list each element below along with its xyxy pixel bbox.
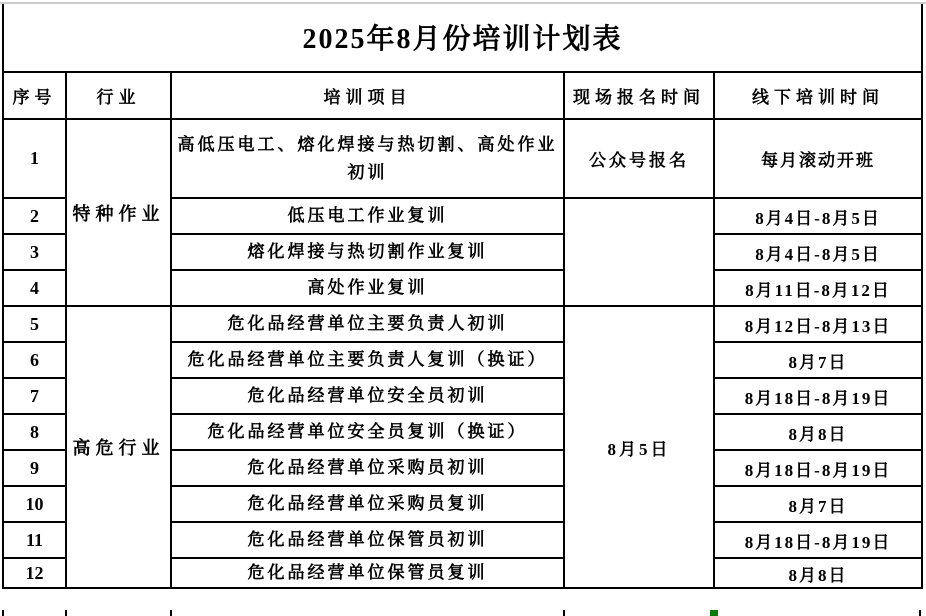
serial-cell: 6 (3, 342, 66, 378)
offline-time-cell: 8月18日-8月19日 (714, 450, 922, 486)
offline-time-cell: 8月12日-8月13日 (714, 306, 922, 342)
offline-time-cell: 8月4日-8月5日 (714, 198, 922, 234)
offline-time-cell: 每月滚动开班 (714, 119, 922, 198)
grid-line-stub (2, 610, 4, 616)
offline-time-cell: 8月4日-8月5日 (714, 234, 922, 270)
project-cell: 危化品经营单位主要负责人初训 (171, 306, 564, 342)
table-title-row (3, 2, 922, 72)
serial-cell: 4 (3, 270, 66, 306)
project-cell: 高处作业复训 (171, 270, 564, 306)
project-cell: 危化品经营单位主要负责人复训（换证） (171, 342, 564, 378)
column-header-offline-time: 线下培训时间 (714, 72, 922, 119)
grid-line-stub (563, 610, 565, 616)
serial-cell: 7 (3, 378, 66, 414)
serial-cell: 3 (3, 234, 66, 270)
serial-cell: 1 (3, 119, 66, 198)
project-cell: 危化品经营单位采购员复训 (171, 486, 564, 522)
project-cell: 低压电工作业复训 (171, 198, 564, 234)
table-row (3, 119, 922, 198)
signup-merged-cell: 8月5日 (564, 306, 714, 588)
grid-line-stub (919, 610, 921, 616)
project-cell: 危化品经营单位安全员复训（换证） (171, 414, 564, 450)
signup-cell: 公众号报名 (564, 119, 714, 198)
clipped-next-row (0, 610, 926, 616)
offline-time-cell: 8月18日-8月19日 (714, 378, 922, 414)
industry-cell-high-risk: 高危行业 (66, 306, 171, 588)
page-title: 2025年8月份培训计划表 (3, 2, 922, 72)
offline-time-cell: 8月7日 (714, 342, 922, 378)
signup-empty-cell (564, 198, 714, 306)
serial-cell: 10 (3, 486, 66, 522)
offline-time-cell: 8月11日-8月12日 (714, 270, 922, 306)
page (0, 2, 926, 616)
table-row (3, 306, 922, 342)
grid-line-stub (170, 610, 172, 616)
serial-cell: 5 (3, 306, 66, 342)
top-gray-strip (0, 2, 926, 4)
column-header-serial: 序号 (3, 72, 66, 119)
offline-time-cell: 8月18日-8月19日 (714, 522, 922, 558)
cell-selection-green-mark (710, 610, 718, 616)
industry-cell-special-operations: 特种作业 (66, 119, 171, 306)
project-cell: 熔化焊接与热切割作业复训 (171, 234, 564, 270)
project-cell: 危化品经营单位保管员复训 (171, 558, 564, 588)
table-header-row (3, 72, 922, 119)
offline-time-cell: 8月8日 (714, 414, 922, 450)
offline-time-cell: 8月7日 (714, 486, 922, 522)
project-cell: 危化品经营单位安全员初训 (171, 378, 564, 414)
serial-cell: 9 (3, 450, 66, 486)
serial-cell: 8 (3, 414, 66, 450)
training-plan-table (2, 2, 923, 589)
column-header-project: 培训项目 (171, 72, 564, 119)
grid-line-stub (65, 610, 67, 616)
offline-time-cell: 8月8日 (714, 558, 922, 588)
column-header-signup-time: 现场报名时间 (564, 72, 714, 119)
serial-cell: 11 (3, 522, 66, 558)
column-header-industry: 行业 (66, 72, 171, 119)
project-cell: 危化品经营单位采购员初训 (171, 450, 564, 486)
project-cell: 高低压电工、熔化焊接与热切割、高处作业初训 (171, 119, 564, 198)
serial-cell: 2 (3, 198, 66, 234)
project-cell: 危化品经营单位保管员初训 (171, 522, 564, 558)
serial-cell: 12 (3, 558, 66, 588)
